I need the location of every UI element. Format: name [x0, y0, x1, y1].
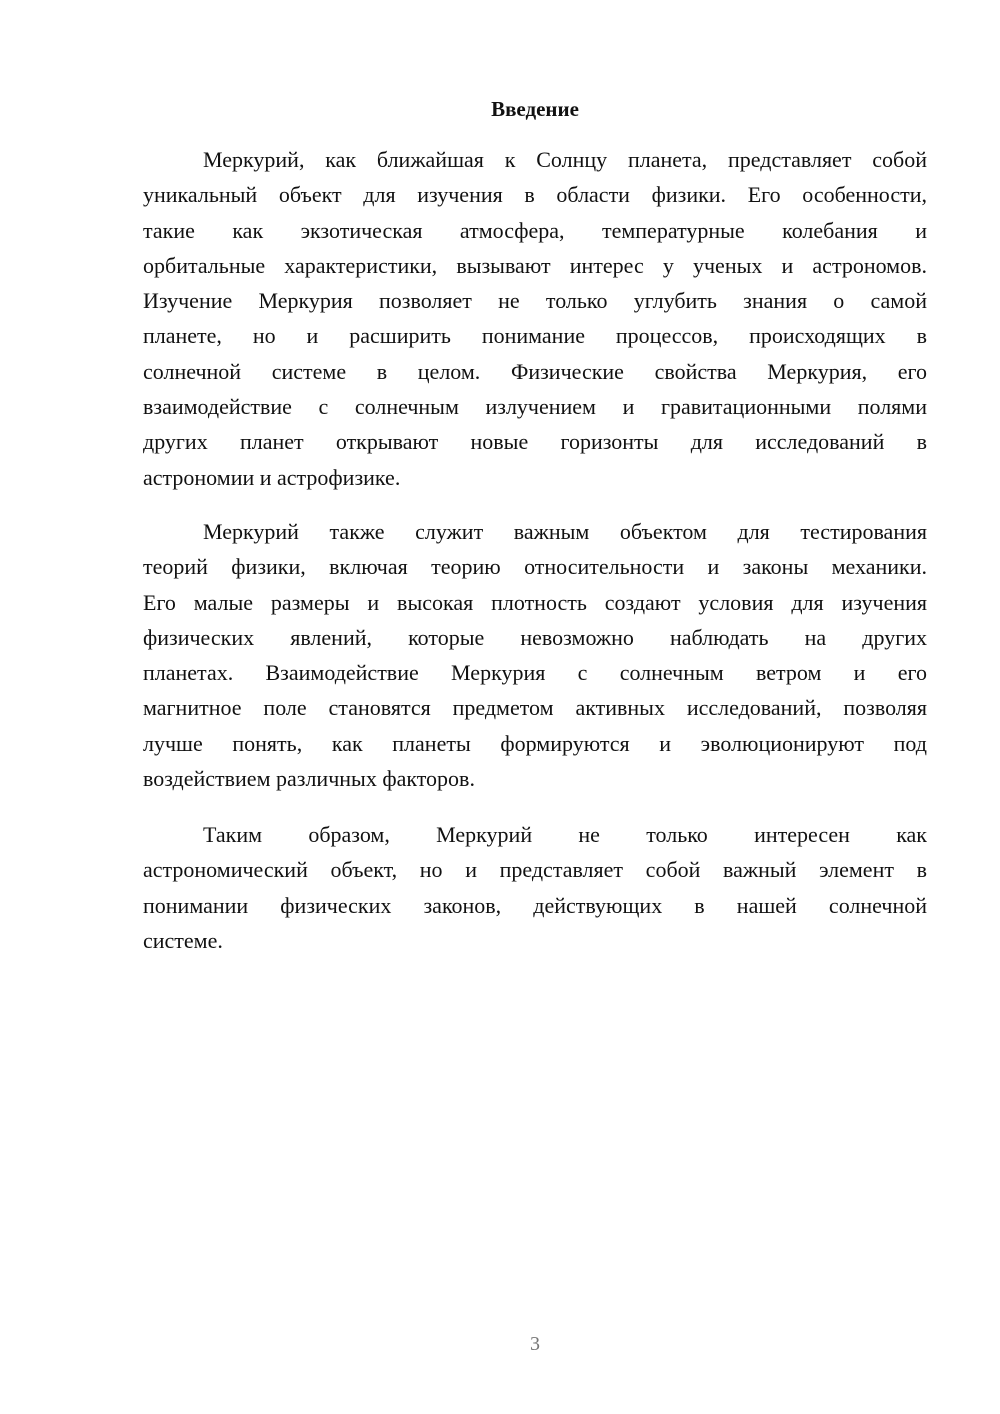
text-line: теорий физики, включая теорию относительности и законы механики. [143, 554, 927, 580]
text-line: астрономии и астрофизике. [143, 464, 401, 490]
text-line: воздействием различных факторов. [143, 766, 475, 792]
text-line: Меркурий также служит важным объектом для тестирования [203, 519, 927, 544]
text-line: понимании физических законов, действующих в нашей солнечной [143, 892, 927, 918]
text-line: других планет открывают новые горизонты для исследований в [143, 429, 927, 455]
text-line: лучше понять, как планеты формируются и эволюционируют под [143, 730, 927, 756]
paragraph-1 [143, 142, 927, 495]
text-line: Таким образом, Меркурий не только интересен как [203, 822, 927, 847]
text-line: астрономический объект, но и представляет собой важный элемент в [143, 857, 927, 883]
paragraph-2 [143, 514, 927, 796]
text-line: системе. [143, 927, 223, 953]
page-number: 3 [530, 1333, 540, 1355]
text-line: планетах. Взаимодействие Меркурия с солнечным ветром и его [143, 660, 927, 686]
text-line: Меркурий, как ближайшая к Солнцу планета, представляет собой [203, 147, 927, 172]
text-line: уникальный объект для изучения в области физики. Его особенности, [143, 182, 927, 208]
text-line: солнечной системе в целом. Физические свойства Меркурия, его [143, 358, 927, 384]
text-line: взаимодействие с солнечным излучением и гравитационными полями [143, 394, 927, 420]
text-line: Изучение Меркурия позволяет не только углубить знания о самой [143, 288, 927, 314]
page-title: Введение [491, 97, 579, 121]
text-line: Его малые размеры и высокая плотность создают условия для изучения [143, 589, 927, 615]
text-line: магнитное поле становятся предметом активных исследований, позволяя [143, 695, 927, 721]
text-line: орбитальные характеристики, вызывают интерес у ученых и астрономов. [143, 252, 927, 278]
paragraph-3 [143, 817, 927, 958]
text-line: планете, но и расширить понимание процессов, происходящих в [143, 323, 927, 349]
text-line: физических явлений, которые невозможно наблюдать на других [143, 624, 927, 650]
text-line: такие как экзотическая атмосфера, температурные колебания и [143, 217, 927, 243]
